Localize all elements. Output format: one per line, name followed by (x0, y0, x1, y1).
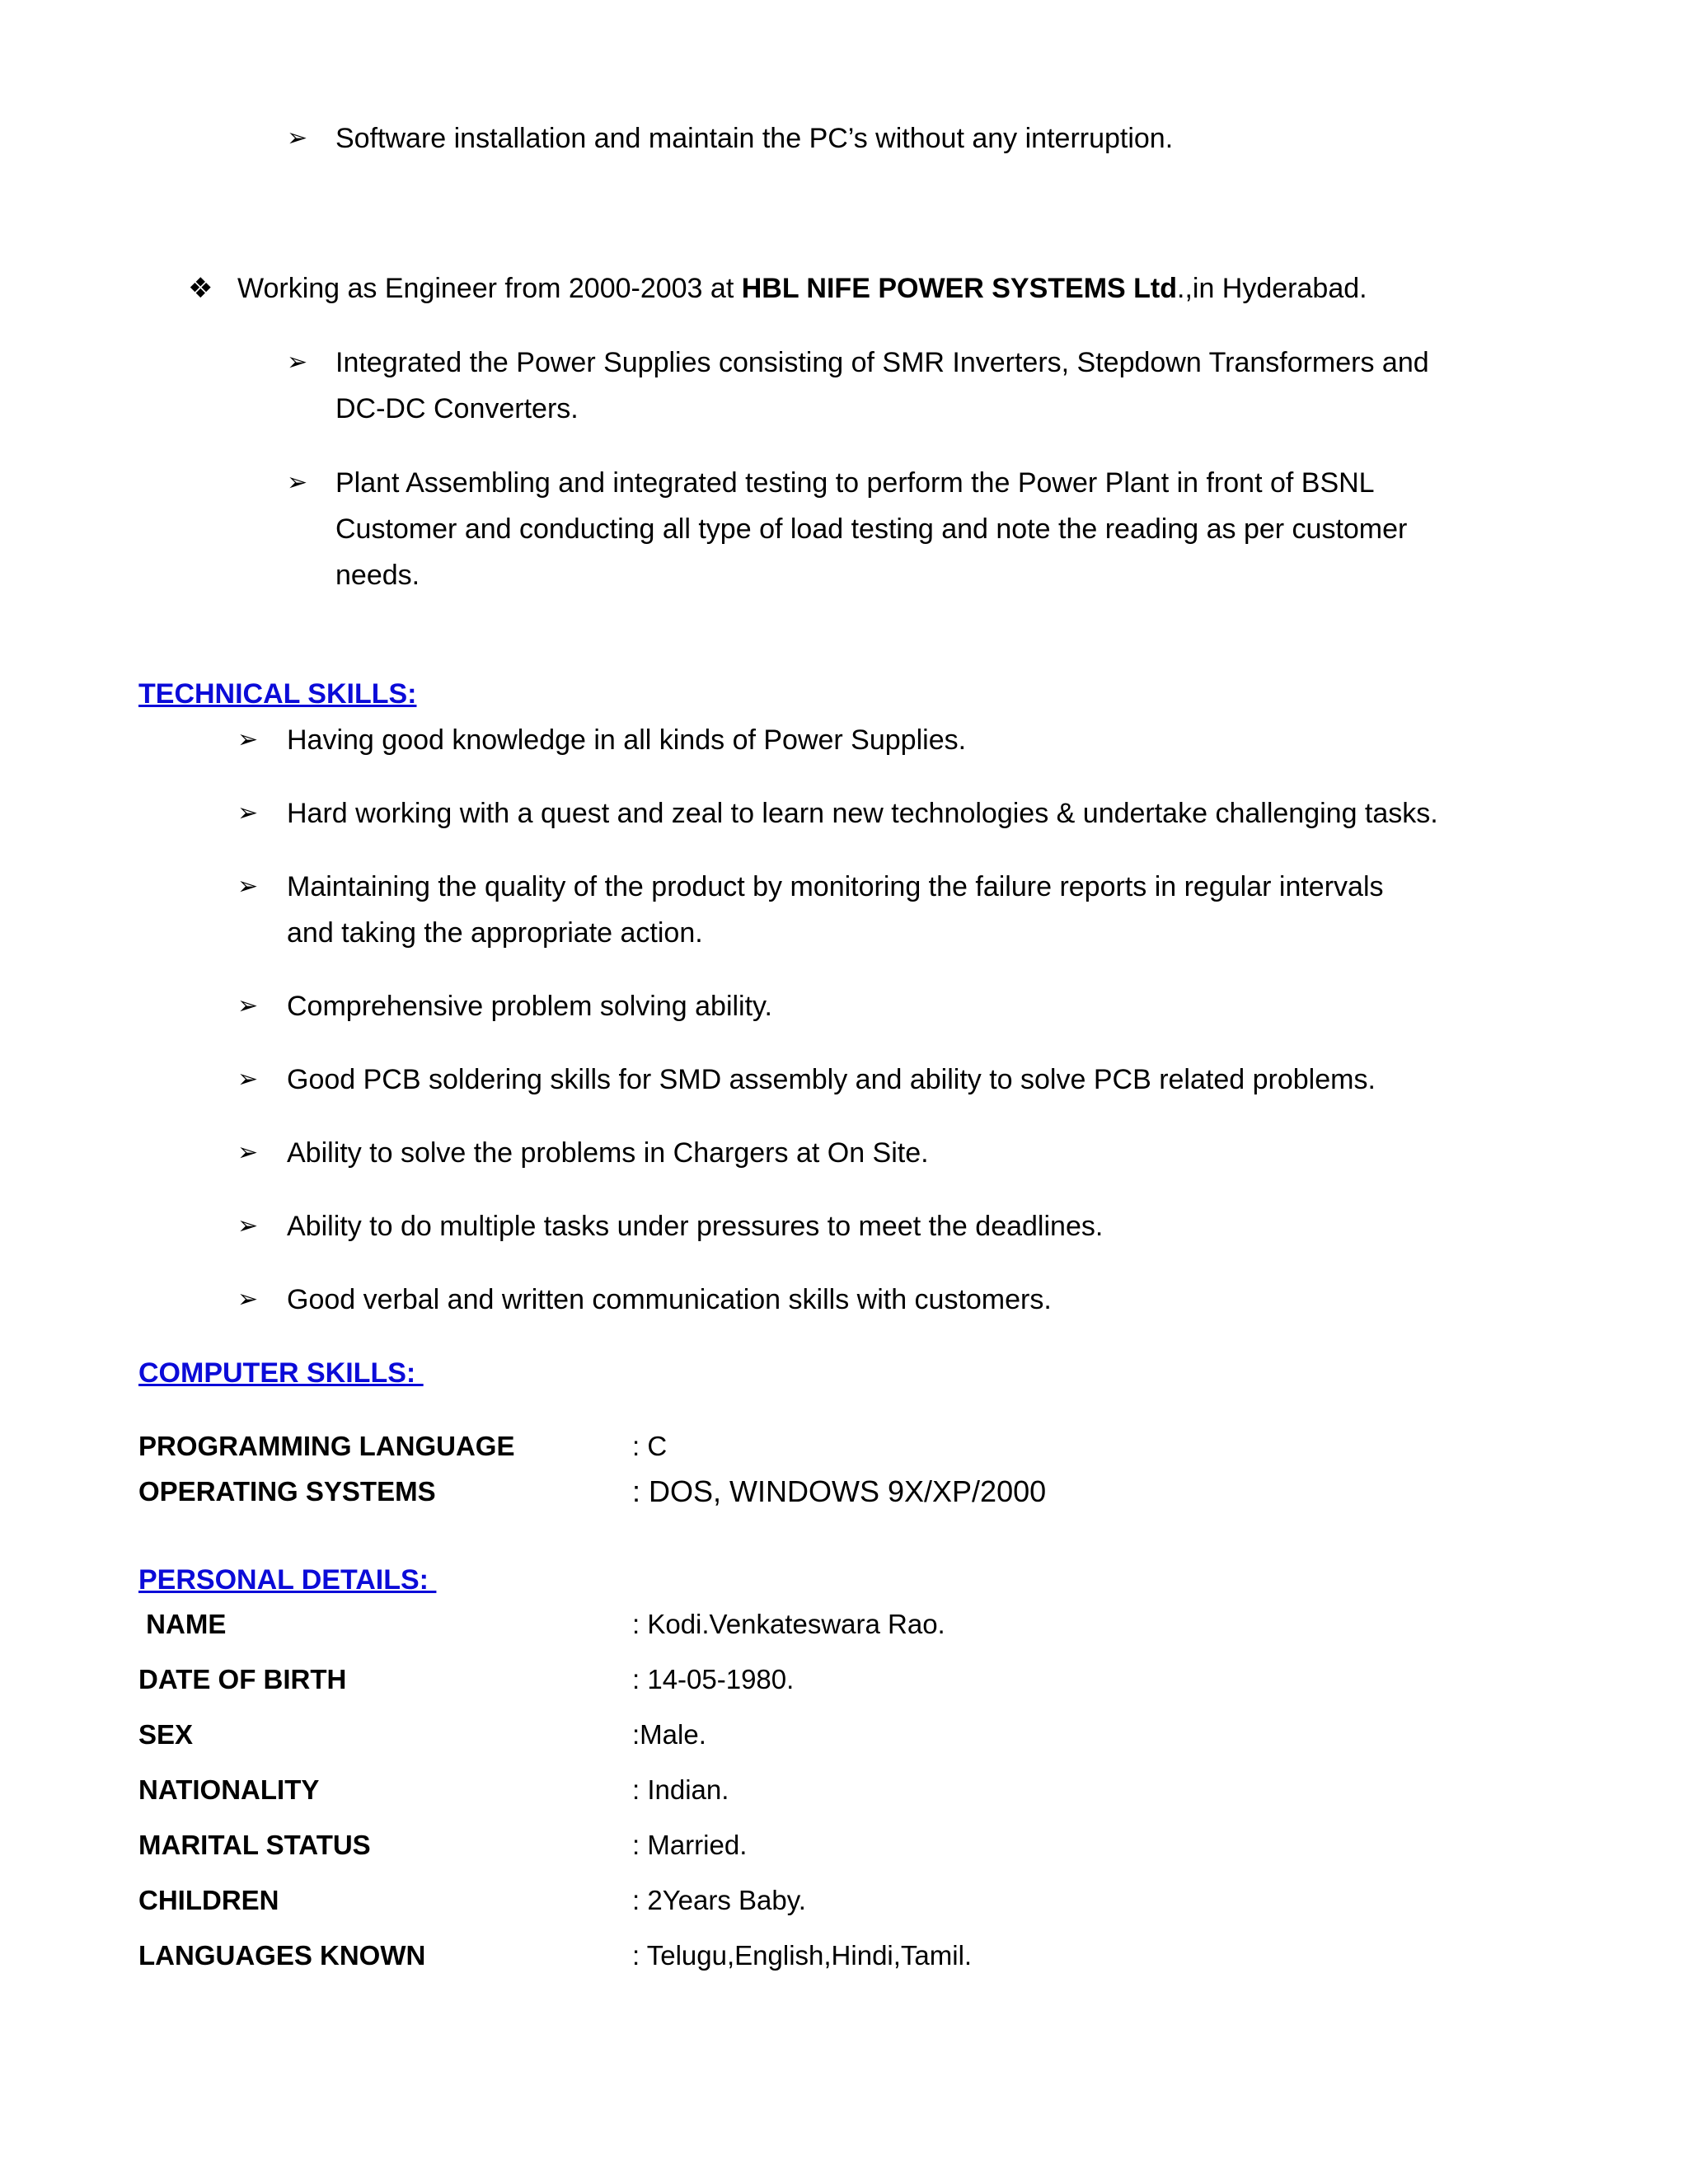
job-entry (237, 265, 1367, 312)
skill-item: Hard working with a quest and zeal to learn new technologies & undertake challenging tasks. (287, 798, 1438, 829)
skill-item: Having good knowledge in all kinds of Power Supplies. (287, 724, 967, 756)
arrow-bullet-icon: ➢ (287, 124, 308, 152)
detail-label: MARITAL STATUS (138, 1830, 371, 1860)
detail-value: : DOS, WINDOWS 9X/XP/2000 (632, 1474, 1047, 1508)
skill-item: Ability to do multiple tasks under pressures to meet the deadlines. (287, 1211, 1104, 1242)
skill-item: Good verbal and written communication skills with customers. (287, 1284, 1052, 1315)
computer-skills-heading: COMPUTER SKILLS: (138, 1357, 424, 1389)
detail-label: NATIONALITY (138, 1774, 320, 1805)
detail-label: LANGUAGES KNOWN (138, 1940, 426, 1971)
arrow-bullet-icon: ➢ (287, 349, 308, 376)
duty-line: Integrated the Power Supplies consisting of SMR Inverters, Stepdown Transformers and (335, 347, 1429, 378)
duty-line: Plant Assembling and integrated testing to perform the Power Plant in front of BSNL (335, 467, 1375, 499)
job-company: HBL NIFE POWER SYSTEMS Ltd (741, 273, 1177, 304)
arrow-bullet-icon: ➢ (287, 469, 308, 496)
experience-top-bullet: Software installation and maintain the PC’s without any interruption. (335, 123, 1174, 154)
arrow-bullet-icon: ➢ (237, 726, 259, 753)
detail-value: : 2Years Baby. (632, 1885, 806, 1915)
arrow-bullet-icon: ➢ (237, 873, 259, 900)
duty-line: needs. (335, 560, 420, 591)
technical-skills-heading: TECHNICAL SKILLS: (138, 678, 417, 710)
skill-item: Good PCB soldering skills for SMD assembly and ability to solve PCB related problems. (287, 1064, 1376, 1095)
detail-label: NAME (138, 1609, 227, 1639)
skill-item: Comprehensive problem solving ability. (287, 991, 772, 1022)
detail-value: :Male. (632, 1719, 706, 1750)
arrow-bullet-icon: ➢ (237, 1139, 259, 1166)
detail-value: : 14-05-1980. (632, 1664, 795, 1694)
detail-value: : C (632, 1431, 668, 1461)
detail-value: : Kodi.Venkateswara Rao. (632, 1609, 945, 1639)
skill-item: Ability to solve the problems in Chargers at On Site. (287, 1137, 929, 1169)
detail-label: DATE OF BIRTH (138, 1664, 347, 1694)
detail-label: CHILDREN (138, 1885, 279, 1915)
personal-details-heading: PERSONAL DETAILS: (138, 1564, 437, 1596)
detail-label: PROGRAMMING LANGUAGE (138, 1431, 515, 1461)
skill-item: Maintaining the quality of the product by monitoring the failure reports in regular intervals (287, 871, 1384, 902)
job-suffix: .,in Hyderabad. (1177, 273, 1367, 304)
arrow-bullet-icon: ➢ (237, 799, 259, 827)
skill-item: and taking the appropriate action. (287, 917, 703, 949)
arrow-bullet-icon: ➢ (237, 1066, 259, 1093)
duty-line: Customer and conducting all type of load testing and note the reading as per customer (335, 513, 1408, 545)
job-prefix: Working as Engineer from 2000-2003 at (237, 273, 742, 304)
detail-value: : Indian. (632, 1774, 729, 1805)
detail-label: OPERATING SYSTEMS (138, 1476, 436, 1507)
detail-value: : Married. (632, 1830, 748, 1860)
arrow-bullet-icon: ➢ (237, 992, 259, 1019)
detail-value: : Telugu,English,Hindi,Tamil. (632, 1940, 973, 1971)
arrow-bullet-icon: ➢ (237, 1212, 259, 1240)
duty-line: DC-DC Converters. (335, 393, 579, 424)
diamond-bullet-icon: ❖ (188, 273, 213, 304)
arrow-bullet-icon: ➢ (237, 1286, 259, 1313)
detail-label: SEX (138, 1719, 194, 1750)
